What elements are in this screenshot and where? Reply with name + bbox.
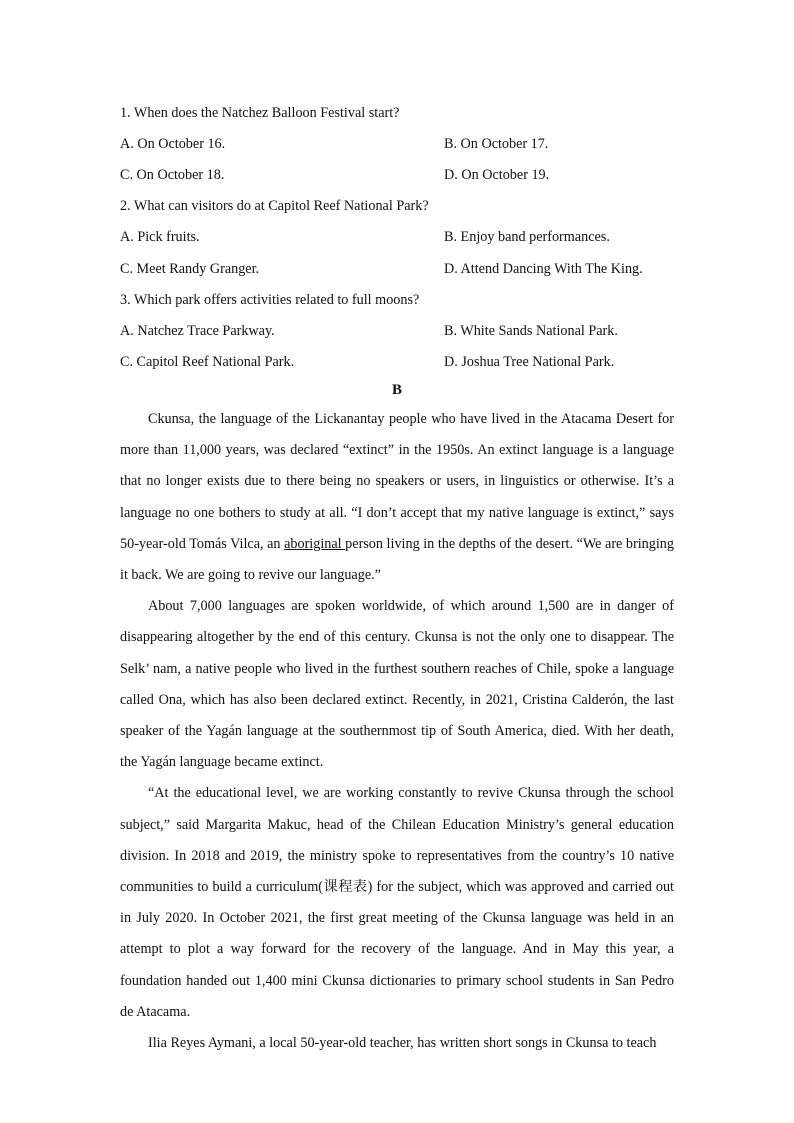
question-3: 3. Which park offers activities related to full moons? (120, 292, 420, 308)
question-1-option-c: C. On October 18. (120, 167, 225, 183)
question-3-option-a: A. Natchez Trace Parkway. (120, 323, 275, 339)
article-paragraph-2: About 7,000 languages are spoken worldwide, of which around 1,500 are in danger of disappearing altogether by the end of this century. Ckunsa is not the only one to disappear. The Selk’ nam, a native people who lived in the furthest southern reaches of Chile, spoke a language called Ona, which has also been declared extinct. Recently, in 2021, Cristina Calderón, the last speaker of the Yagán language at the southernmost tip of South America, died. With her death, the Yagán language became extinct. (120, 598, 674, 771)
question-1-option-a: A. On October 16. (120, 136, 226, 152)
question-2-option-c: C. Meet Randy Granger. (120, 261, 260, 277)
paragraph-1-text-start: Ckunsa, the language of the Lickanantay people who have lived in the Atacama Desert for more than 11,000 years, was declared “extinct” in the 1950s. An extinct language is a language that no longer exists due to there being no speakers or users, in linguistics or otherwise. It’s a language no one bothers to study at all. “I don’t accept that my native language is extinct,” says 50-year-old Tomás Vilca, an (120, 411, 674, 552)
question-2-option-b: B. Enjoy band performances. (444, 229, 610, 245)
article-paragraph-4: Ilia Reyes Aymani, a local 50-year-old teacher, has written short songs in Ckunsa to teach (148, 1035, 657, 1052)
article-paragraph-3: “At the educational level, we are working constantly to revive Ckunsa through the school subject,” said Margarita Makuc, head of the Chilean Education Ministry’s general education division. In 2018 and 2019, the ministry spoke to representatives from the country’s 10 native communities to build a curriculum(课程表) for the subject, which was approved and carried out in July 2020. In October 2021, the first great meeting of the Ckunsa language was held in an attempt to plot a way forward for the recovery of the language. And in May this year, a foundation handed out 1,400 mini Ckunsa dictionaries to primary school students in San Pedro de Atacama. (120, 785, 674, 1020)
article-paragraph-1 (120, 404, 674, 591)
question-2: 2. What can visitors do at Capitol Reef National Park? (120, 198, 429, 214)
question-1-option-b: B. On October 17. (444, 136, 549, 152)
underlined-word: aboriginal (284, 535, 346, 552)
question-3-option-d: D. Joshua Tree National Park. (444, 354, 615, 370)
paragraph-1-text-end: person living in the depths of the desert. “We are bringing it back. We are going to revive our language.” (120, 535, 674, 584)
question-2-option-d: D. Attend Dancing With The King. (444, 261, 643, 277)
question-3-option-b: B. White Sands National Park. (444, 323, 618, 339)
question-3-option-c: C. Capitol Reef National Park. (120, 354, 295, 370)
question-1-option-d: D. On October 19. (444, 167, 550, 183)
section-heading: B (391, 382, 402, 398)
question-2-option-a: A. Pick fruits. (120, 229, 200, 245)
article-body (120, 404, 674, 1059)
question-1: 1. When does the Natchez Balloon Festival start? (120, 105, 400, 121)
